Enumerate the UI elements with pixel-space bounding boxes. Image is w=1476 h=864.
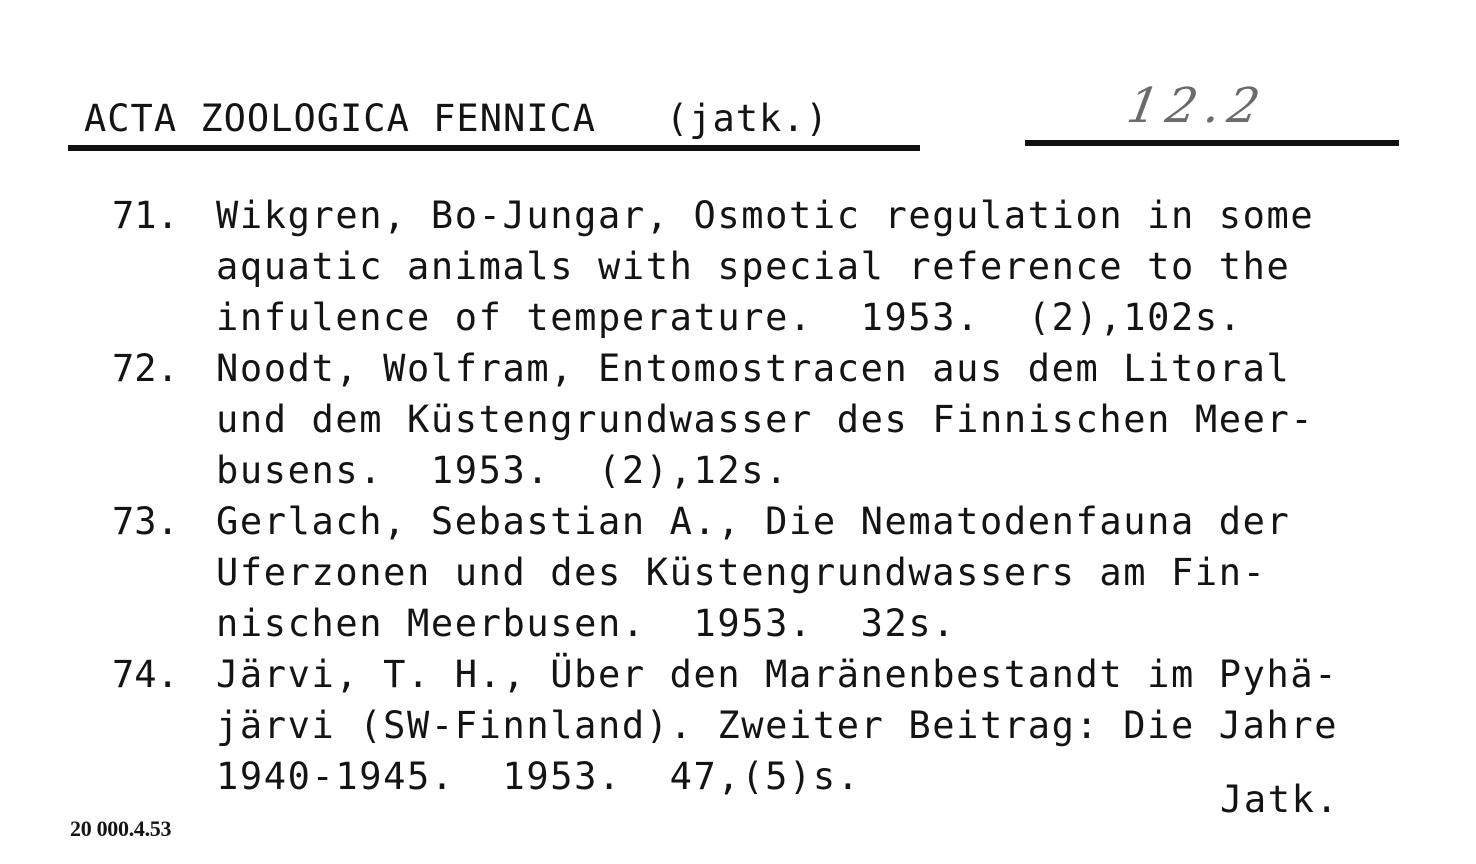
continued-note: Jatk. bbox=[1220, 778, 1340, 821]
entry-line: 1940-1945. 1953. 47,(5)s. bbox=[216, 755, 861, 798]
print-code: 20 000.4.53 bbox=[70, 816, 172, 841]
entry-line: Järvi, T. H., Über den Maränenbestandt im Pyhä- bbox=[216, 653, 1339, 696]
entry-line: nischen Meerbusen. 1953. 32s. bbox=[216, 602, 957, 645]
shelf-mark-underline bbox=[1025, 140, 1399, 146]
entry-line: Noodt, Wolfram, Entomostracen aus dem Litoral bbox=[216, 347, 1291, 390]
entry-number: 71. bbox=[112, 194, 179, 237]
entry-text bbox=[216, 343, 1314, 496]
entry-line: und dem Küstengrundwasser des Finnischen Meer- bbox=[216, 398, 1315, 441]
entry-number: 74. bbox=[112, 653, 179, 696]
title-underline bbox=[68, 145, 920, 151]
shelf-mark-handwritten: 12.2 bbox=[1123, 78, 1272, 134]
card-title: ACTA ZOOLOGICA FENNICA (jatk.) bbox=[84, 97, 829, 140]
entry-line: Uferzonen und des Küstengrundwassers am Fin- bbox=[216, 551, 1267, 594]
list-item bbox=[112, 190, 1472, 343]
entry-line: infulence of temperature. 1953. (2),102s. bbox=[216, 296, 1243, 339]
list-item bbox=[112, 343, 1472, 496]
entry-text bbox=[216, 496, 1290, 649]
entry-line: busens. 1953. (2),12s. bbox=[216, 449, 790, 492]
list-item bbox=[112, 496, 1472, 649]
entry-line: aquatic animals with special reference to the bbox=[216, 245, 1291, 288]
entry-text bbox=[216, 190, 1314, 343]
entry-line: Gerlach, Sebastian A., Die Nematodenfauna der bbox=[216, 500, 1291, 543]
entry-list bbox=[112, 190, 1472, 802]
entry-text bbox=[216, 649, 1338, 802]
entry-number: 73. bbox=[112, 500, 179, 543]
entry-line: Wikgren, Bo-Jungar, Osmotic regulation in some bbox=[216, 194, 1315, 237]
entry-line: järvi (SW-Finnland). Zweiter Beitrag: Die Jahre bbox=[216, 704, 1339, 747]
entry-number: 72. bbox=[112, 347, 179, 390]
